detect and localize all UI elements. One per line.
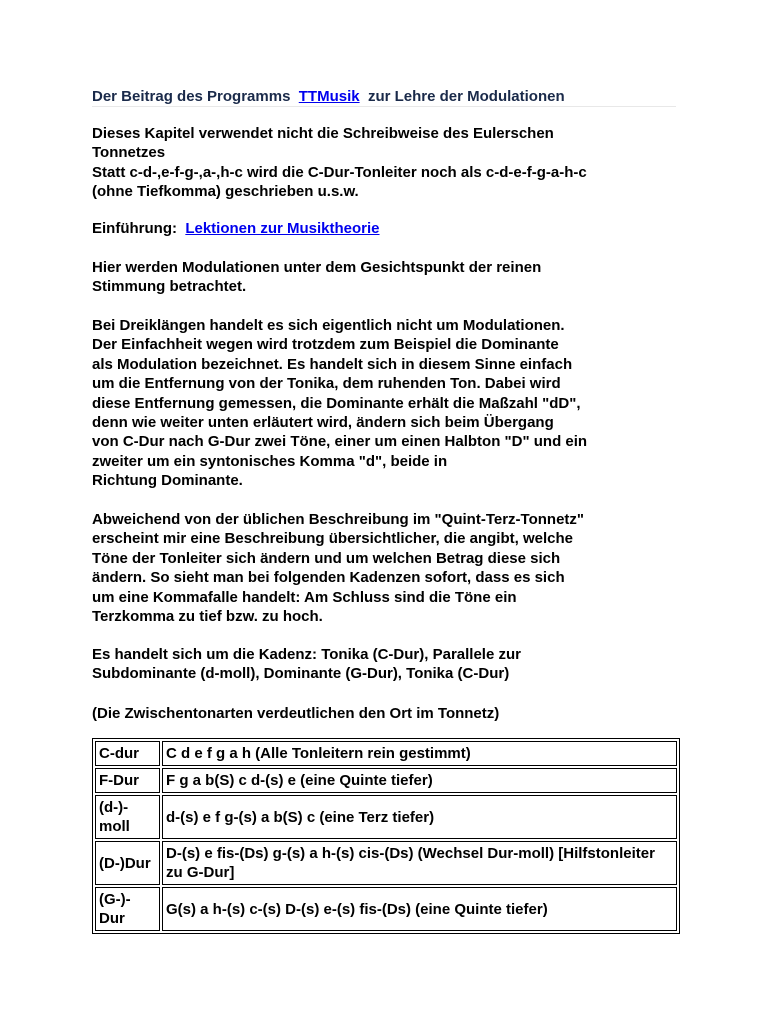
table-desc-cell: d-(s) e f g-(s) a b(S) c (eine Terz tiefer) [162, 795, 677, 839]
paragraph-dreiklaenge: Bei Dreiklängen handelt es sich eigentlich nicht um Modulationen. Der Einfachheit wegen wird trotzdem zum Beispiel die Dominante als Modulation bezeichnet. Es handelt sich in diesem Sinne einfach um die Entfernung von der Tonika, dem ruhenden Ton. Dabei wird diese Entfernung gemessen, die Dominante erhält die Maßzahl "dD", denn wie weiter unten erläutert wird, ändern sich beim Übergang von C-Dur nach G-Dur zwei Töne, einer um einen Halbton "D" und ein zweiter um ein syntonisches Komma "d", beide in Richtung Dominante. [92, 317, 588, 490]
tonleiter-table [92, 738, 680, 934]
title-suffix: zur Lehre der Modulationen [367, 88, 565, 105]
intro-paragraph: Dieses Kapitel verwendet nicht die Schreibweise des Eulerschen Tonnetzes Statt c-d-,e-f-g-,a-,h-c wird die C-Dur-Tonleiter noch als c-d-e-f-g-a-h-c (ohne Tiefkomma) geschrieben u.s.w. [92, 125, 587, 201]
table-row [95, 741, 677, 766]
table-row [95, 795, 677, 839]
paragraph-tonnetz: Abweichend von der üblichen Beschreibung im "Quint-Terz-Tonnetz" erscheint mir eine Beschreibung übersichtlicher, die angibt, welche Töne der Tonleiter sich ändern und um welchen Betrag diese sich ändern. So sieht man bei folgenden Kadenzen sofort, dass es sich um eine Kommafalle handelt: Am Schluss sind die Töne ein Terzkomma zu tief bzw. zu hoch. [92, 511, 585, 626]
table-desc-cell: C d e f g a h (Alle Tonleitern rein gestimmt) [162, 741, 677, 766]
title-prefix: Der Beitrag des Programms [92, 88, 291, 105]
table-desc-cell: F g a b(S) c d-(s) e (eine Quinte tiefer) [162, 768, 677, 793]
table-row [95, 841, 677, 885]
einfuehrung-label: Einführung: [92, 220, 177, 237]
paragraph-stimmung: Hier werden Modulationen unter dem Gesichtspunkt der reinen Stimmung betrachtet. [92, 259, 542, 296]
table-key-cell: (G-)-Dur [95, 887, 160, 931]
table-key-cell: C-dur [95, 741, 160, 766]
table-key-cell: F-Dur [95, 768, 160, 793]
paragraph-kadenz: Es handelt sich um die Kadenz: Tonika (C-Dur), Parallele zur Subdominante (d-moll), Dominante (G-Dur), Tonika (C-Dur) [92, 646, 521, 683]
table-desc-cell: D-(s) e fis-(Ds) g-(s) a h-(s) cis-(Ds) (Wechsel Dur-moll) [Hilfstonleiter zu G-Dur] [162, 841, 677, 885]
lektionen-link[interactable]: Lektionen zur Musiktheorie [185, 220, 380, 237]
einfuehrung-line [92, 219, 682, 238]
table-row [95, 887, 677, 931]
table-desc-cell: G(s) a h-(s) c-(s) D-(s) e-(s) fis-(Ds) (eine Quinte tiefer) [162, 887, 677, 931]
paragraph-zwischentonarten: (Die Zwischentonarten verdeutlichen den Ort im Tonnetz) [92, 705, 500, 722]
table-key-cell: (d-)-moll [95, 795, 160, 839]
table-row [95, 768, 677, 793]
table-key-cell: (D-)Dur [95, 841, 160, 885]
page-title [92, 87, 676, 107]
ttmusik-link[interactable]: TTMusik [298, 88, 360, 105]
